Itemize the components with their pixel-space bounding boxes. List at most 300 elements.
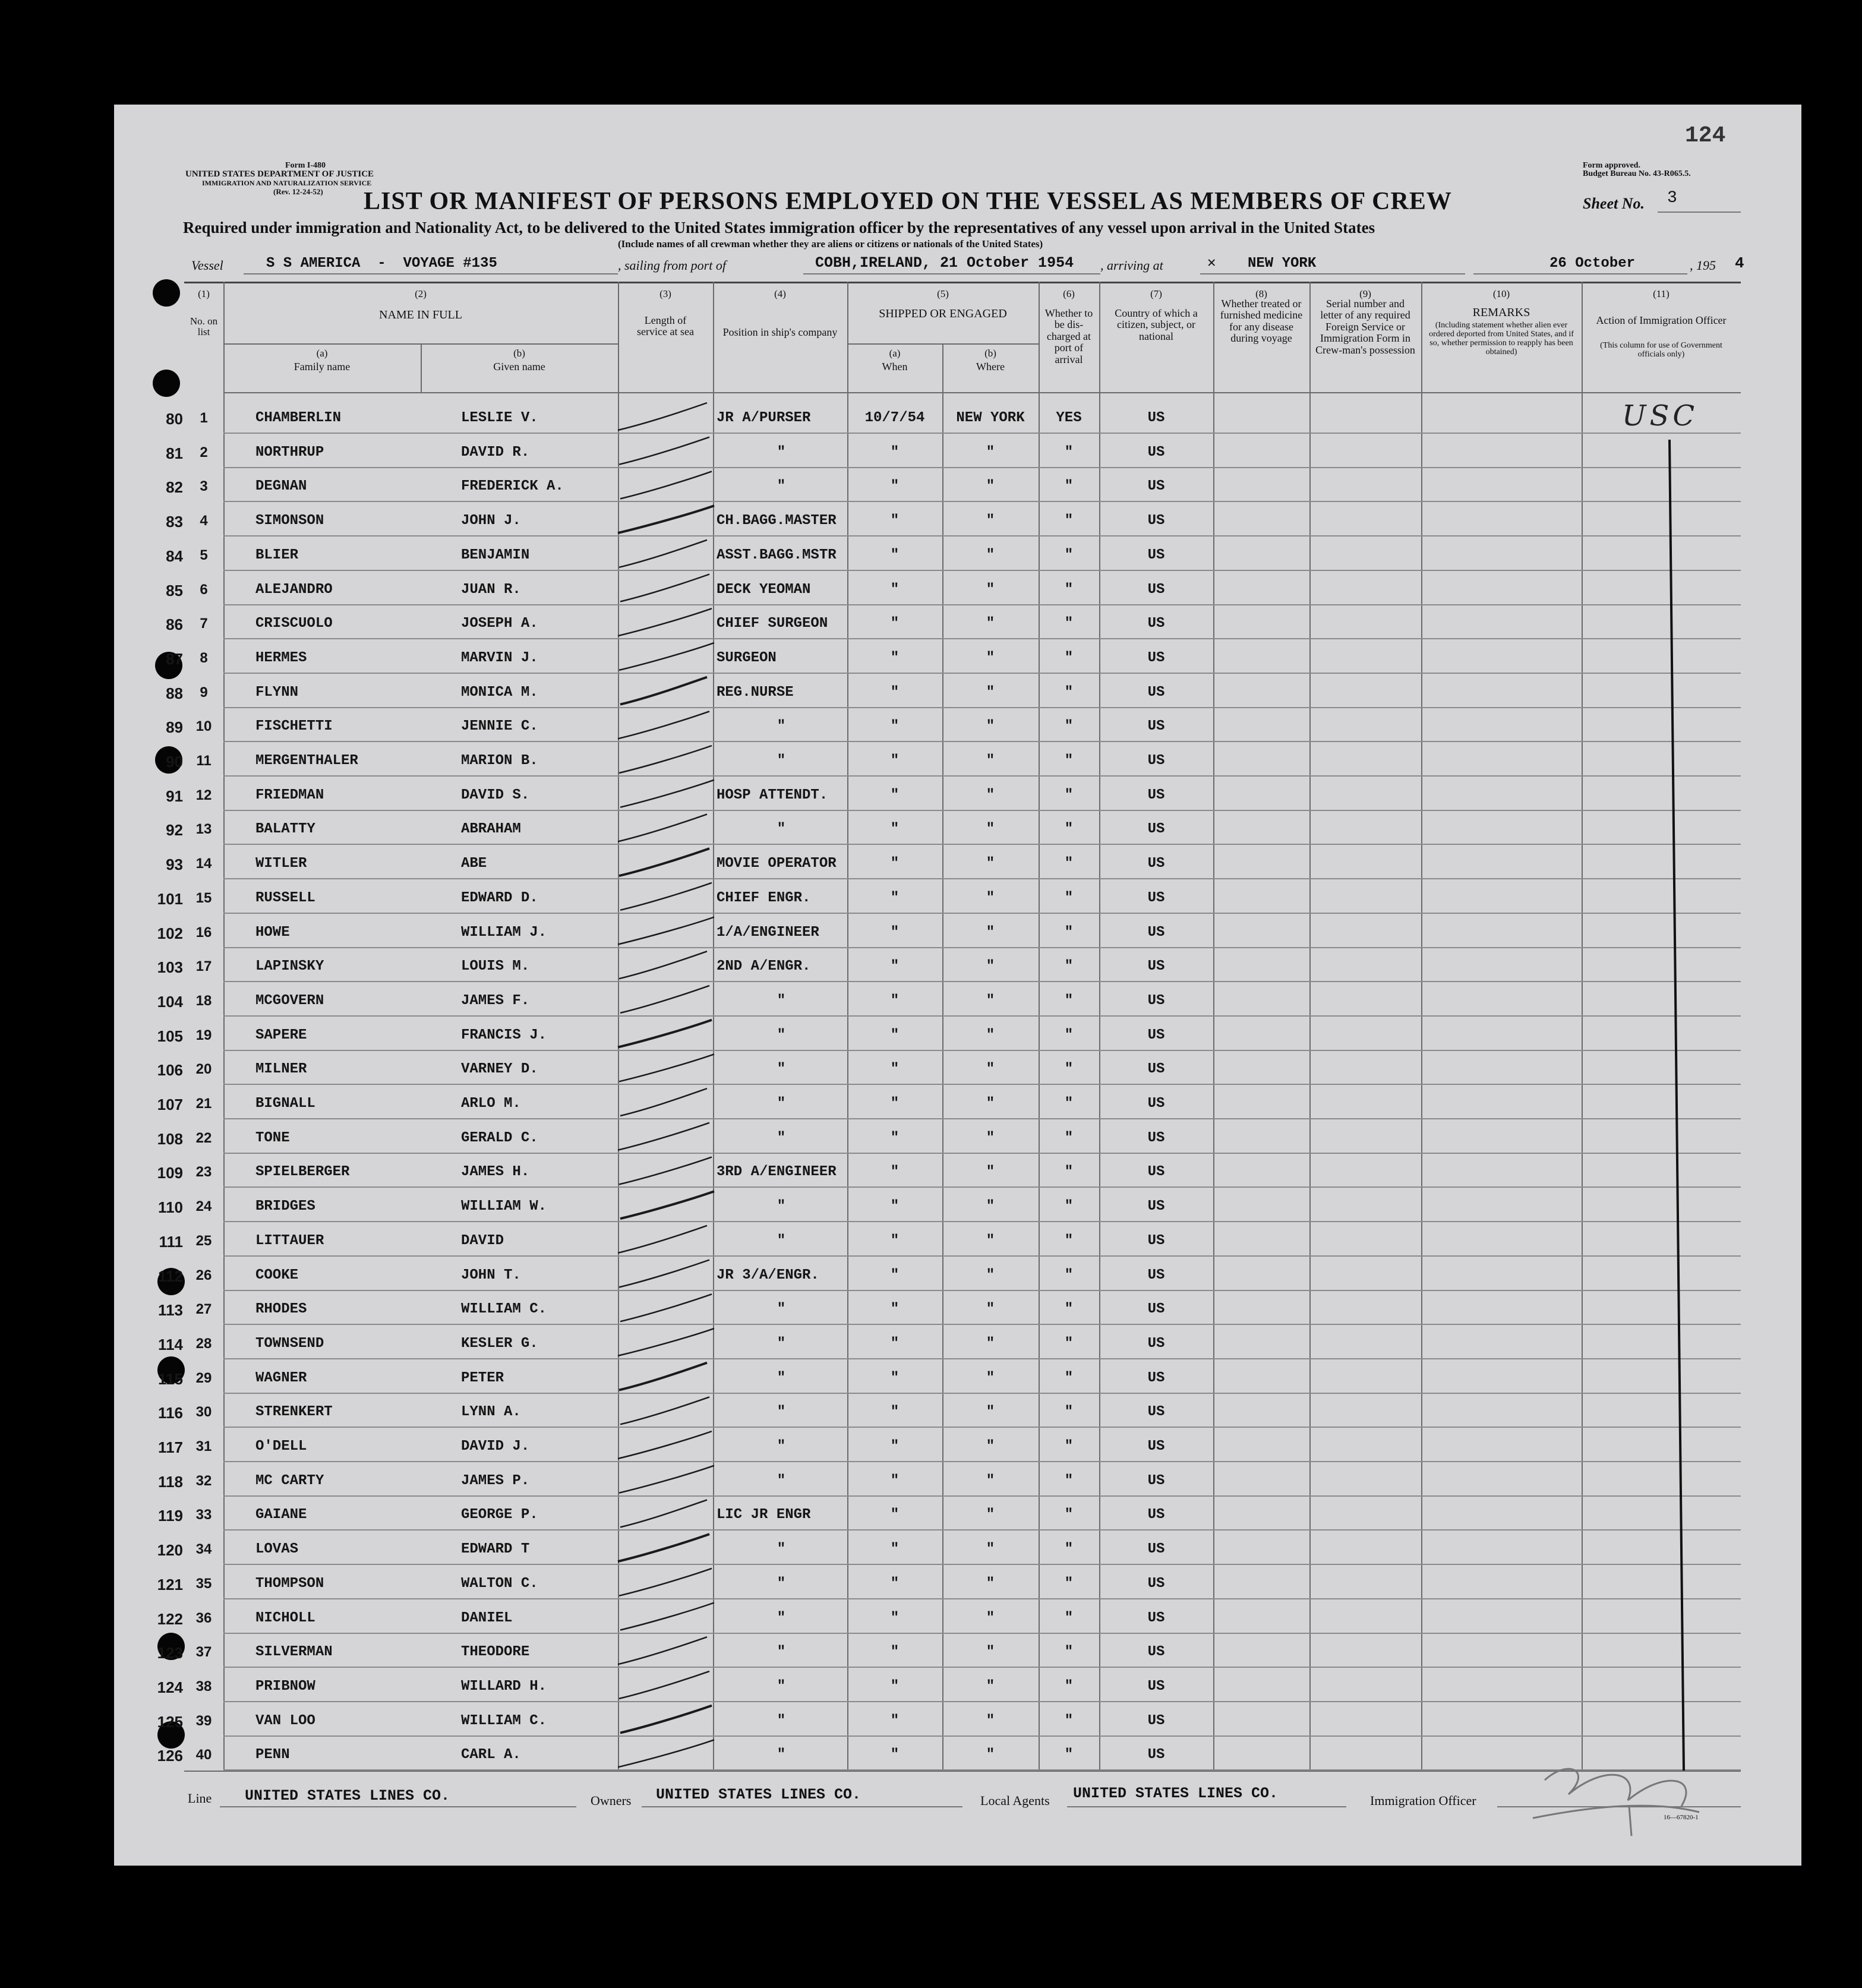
country-cell: US <box>1147 513 1165 529</box>
country-cell: US <box>1147 1164 1165 1180</box>
shipped-when-cell: " <box>890 856 900 872</box>
shipped-where-cell: " <box>986 753 995 769</box>
shipped-when-cell: " <box>890 1438 900 1454</box>
given-name-cell: FREDERICK A. <box>461 478 564 494</box>
row-tally: 110 <box>158 1198 183 1216</box>
shipped-when-cell: " <box>890 547 900 563</box>
col-3-header: Length of service at sea <box>637 314 694 338</box>
discharge-cell: " <box>1064 1096 1074 1112</box>
arriving-strikeout: ✕ <box>1207 255 1216 272</box>
country-cell: US <box>1147 993 1165 1009</box>
family-name-cell: O'DELL <box>255 1438 307 1454</box>
row-number: 11 <box>196 753 212 769</box>
position-cell: SURGEON <box>717 650 777 666</box>
row-number: 37 <box>195 1644 212 1660</box>
position-cell: " <box>777 821 786 837</box>
family-name-cell: DEGNAN <box>255 478 307 494</box>
position-cell: JR A/PURSER <box>717 410 811 426</box>
family-name-cell: BALATTY <box>255 821 315 837</box>
col-6-header: Whether to be dis-charged at port of arrival <box>1044 307 1093 365</box>
position-cell: JR 3/A/ENGR. <box>717 1267 819 1283</box>
agents-label: Local Agents <box>980 1793 1050 1808</box>
row-number: 14 <box>195 856 212 872</box>
country-cell: US <box>1147 616 1165 632</box>
discharge-cell: " <box>1064 993 1074 1009</box>
shipped-when-cell: " <box>890 1404 900 1420</box>
family-name-cell: MCGOVERN <box>255 993 324 1009</box>
row-tally: 82 <box>166 478 183 496</box>
discharge-cell: " <box>1064 1678 1074 1694</box>
shipped-where-cell: " <box>986 1610 995 1626</box>
position-cell: 2ND A/ENGR. <box>717 958 811 974</box>
row-number: 36 <box>195 1610 212 1626</box>
country-cell: US <box>1147 753 1165 769</box>
usc-annotation: USC <box>1622 399 1699 433</box>
form-id: Form I-480 <box>285 161 326 170</box>
shipped-where-cell: " <box>986 1370 995 1386</box>
shipped-where-cell: " <box>986 1164 995 1180</box>
shipped-when-cell: " <box>890 1576 900 1592</box>
family-name-cell: WAGNER <box>255 1370 307 1386</box>
shipped-where-cell: " <box>986 582 995 598</box>
family-name-cell: BLIER <box>255 547 299 563</box>
position-cell: 3RD A/ENGINEER <box>717 1164 837 1180</box>
col-3-number: (3) <box>659 288 671 299</box>
shipped-where-cell: " <box>986 1713 995 1729</box>
discharge-cell: " <box>1064 616 1074 632</box>
row-tally: 84 <box>166 547 183 565</box>
family-name-cell: CRISCUOLO <box>255 616 333 632</box>
row-number: 25 <box>195 1233 212 1249</box>
given-name-cell: VARNEY D. <box>461 1061 538 1077</box>
row-tally: 114 <box>158 1336 183 1353</box>
position-cell: " <box>777 1404 786 1420</box>
discharge-cell: " <box>1064 1370 1074 1386</box>
discharge-cell: " <box>1064 1130 1074 1146</box>
country-cell: US <box>1147 718 1165 734</box>
sheet-label: Sheet No. <box>1583 195 1645 212</box>
arriving-label: , arriving at <box>1100 258 1163 273</box>
signature-scribble <box>1533 1769 1699 1818</box>
col-11-note: (This column for use of Government officials only) <box>1600 341 1722 359</box>
discharge-cell: " <box>1064 1164 1074 1180</box>
position-cell: " <box>777 753 786 769</box>
given-name-cell: DANIEL <box>461 1610 513 1626</box>
position-cell: HOSP ATTENDT. <box>717 787 828 803</box>
given-name-cell: THEODORE <box>461 1644 530 1660</box>
position-cell: " <box>777 1678 786 1694</box>
row-number: 5 <box>200 547 208 563</box>
shipped-when-cell: " <box>890 1610 900 1626</box>
discharge-cell: " <box>1064 684 1074 700</box>
shipped-where-cell: " <box>986 890 995 906</box>
family-name-cell: STRENKERT <box>255 1404 333 1420</box>
country-cell: US <box>1147 1233 1165 1249</box>
shipped-when-cell: " <box>890 1473 900 1489</box>
country-cell: US <box>1147 1438 1165 1454</box>
row-tally: 106 <box>157 1061 183 1079</box>
position-cell: " <box>777 1713 786 1729</box>
row-tally: 111 <box>159 1233 183 1251</box>
discharge-cell: " <box>1064 787 1074 803</box>
row-number: 27 <box>195 1301 212 1317</box>
country-cell: US <box>1147 1267 1165 1283</box>
vessel-label: Vessel <box>191 258 223 273</box>
given-name-cell: MONICA M. <box>461 684 538 700</box>
country-cell: US <box>1147 1747 1165 1763</box>
row-number: 3 <box>200 478 208 494</box>
country-cell: US <box>1147 547 1165 563</box>
shipped-when-cell: " <box>890 513 900 529</box>
country-cell: US <box>1147 650 1165 666</box>
position-cell: " <box>777 1370 786 1386</box>
shipped-when-cell: " <box>890 444 900 460</box>
country-cell: US <box>1147 1404 1165 1420</box>
row-tally: 103 <box>157 958 183 976</box>
row-tally: 90 <box>166 753 183 771</box>
position-cell: " <box>777 1233 786 1249</box>
shipped-where-cell: " <box>986 1644 995 1660</box>
country-cell: US <box>1147 890 1165 906</box>
year-prefix: , 195 <box>1690 258 1716 273</box>
given-name-cell: EDWARD D. <box>461 890 538 906</box>
shipped-where-cell: " <box>986 1198 995 1214</box>
country-cell: US <box>1147 1678 1165 1694</box>
shipped-when-cell: " <box>890 1164 900 1180</box>
country-cell: US <box>1147 1198 1165 1214</box>
country-cell: US <box>1147 856 1165 872</box>
shipped-when-cell: " <box>890 1644 900 1660</box>
shipped-where-cell: " <box>986 1473 995 1489</box>
position-cell: " <box>777 478 786 494</box>
shipped-when-cell: " <box>890 1541 900 1557</box>
discharge-cell: " <box>1064 582 1074 598</box>
given-name-cell: DAVID J. <box>461 1438 530 1454</box>
country-cell: US <box>1147 1027 1165 1043</box>
shipped-where-cell: " <box>986 821 995 837</box>
family-name-cell: SAPERE <box>255 1027 307 1043</box>
row-tally: 104 <box>157 993 183 1011</box>
given-name-cell: LESLIE V. <box>461 410 538 426</box>
family-name-cell: COOKE <box>255 1267 299 1283</box>
row-tally: 113 <box>158 1301 183 1319</box>
vessel-value: S S AMERICA - VOYAGE #135 <box>266 255 497 272</box>
shipped-where-cell: " <box>986 958 995 974</box>
shipped-where-cell: " <box>986 1507 995 1523</box>
shipped-where-cell: " <box>986 856 995 872</box>
position-cell: DECK YEOMAN <box>717 582 811 598</box>
row-number: 12 <box>195 787 212 803</box>
position-cell: " <box>777 1644 786 1660</box>
given-name-cell: WALTON C. <box>461 1576 538 1592</box>
country-cell: US <box>1147 1096 1165 1112</box>
row-number: 23 <box>195 1164 212 1180</box>
agents-value: UNITED STATES LINES CO. <box>1073 1785 1279 1802</box>
col-2-number: (2) <box>415 288 427 299</box>
discharge-cell: " <box>1064 1027 1074 1043</box>
owners-value: UNITED STATES LINES CO. <box>656 1786 861 1803</box>
row-tally: 81 <box>166 444 183 462</box>
country-cell: US <box>1147 1644 1165 1660</box>
row-number: 1 <box>200 410 208 426</box>
family-name-cell: PENN <box>255 1747 290 1763</box>
col-10-note: (Including statement whether alien ever ordered deported from United States, and if so, whether permission to reapply has been obtained) <box>1429 321 1574 357</box>
row-tally: 92 <box>166 821 183 839</box>
family-name-cell: LAPINSKY <box>255 958 324 974</box>
row-number: 24 <box>195 1198 212 1214</box>
shipped-when-cell: " <box>890 1713 900 1729</box>
shipped-when-cell: " <box>890 890 900 906</box>
col-5-number: (5) <box>937 288 949 299</box>
position-cell: " <box>777 1541 786 1557</box>
given-name-cell: JOHN J. <box>461 513 521 529</box>
col-5-header: SHIPPED OR ENGAGED <box>879 307 1007 320</box>
country-cell: US <box>1147 821 1165 837</box>
position-cell: " <box>777 1610 786 1626</box>
country-cell: US <box>1147 582 1165 598</box>
col-11-number: (11) <box>1653 288 1670 299</box>
row-number: 4 <box>200 513 208 529</box>
discharge-cell: " <box>1064 1747 1074 1763</box>
position-cell: " <box>777 1438 786 1454</box>
position-cell: CH.BAGG.MASTER <box>717 513 837 529</box>
shipped-where-cell: " <box>986 1541 995 1557</box>
family-name-cell: FLYNN <box>255 684 299 700</box>
sailing-label: , sailing from port of <box>618 258 726 273</box>
shipped-where-cell: " <box>986 1096 995 1112</box>
country-cell: US <box>1147 1507 1165 1523</box>
family-name-cell: PRIBNOW <box>255 1678 315 1694</box>
position-cell: " <box>777 1576 786 1592</box>
row-number: 2 <box>200 444 208 460</box>
shipped-where-cell: " <box>986 787 995 803</box>
row-tally: 88 <box>166 684 183 702</box>
row-tally: 115 <box>158 1370 183 1388</box>
shipped-when-cell: " <box>890 684 900 700</box>
position-cell: " <box>777 1336 786 1352</box>
discharge-cell: " <box>1064 1576 1074 1592</box>
col-1-header: No. on list <box>190 315 218 338</box>
given-name-cell: EDWARD T <box>461 1541 530 1557</box>
row-tally: 86 <box>166 616 183 633</box>
shipped-where-cell: " <box>986 1301 995 1317</box>
given-name-cell: WILLIAM C. <box>461 1301 547 1317</box>
shipped-when-cell: " <box>890 1130 900 1146</box>
row-tally: 120 <box>157 1541 183 1559</box>
signature-tick <box>1629 1806 1631 1836</box>
given-name-cell: WILLARD H. <box>461 1678 547 1694</box>
discharge-cell: " <box>1064 753 1074 769</box>
col-2a-header: Family name <box>293 361 351 373</box>
given-name-cell: MARION B. <box>461 753 538 769</box>
form-department: UNITED STATES DEPARTMENT OF JUSTICE <box>185 169 374 179</box>
country-cell: US <box>1147 1370 1165 1386</box>
row-number: 19 <box>195 1027 212 1043</box>
family-name-cell: RUSSELL <box>255 890 315 906</box>
given-name-cell: JOSEPH A. <box>461 616 538 632</box>
officer-label: Immigration Officer <box>1370 1793 1476 1808</box>
given-name-cell: JAMES F. <box>461 993 530 1009</box>
shipped-when-cell: " <box>890 478 900 494</box>
discharge-cell: " <box>1064 1507 1074 1523</box>
col-4-header: Position in ship's company <box>722 326 838 338</box>
shipped-when-cell: " <box>890 616 900 632</box>
given-name-cell: CARL A. <box>461 1747 521 1763</box>
shipped-where-cell: " <box>986 1061 995 1077</box>
family-name-cell: SILVERMAN <box>255 1644 333 1660</box>
row-number: 38 <box>195 1678 212 1694</box>
family-name-cell: TOWNSEND <box>255 1336 324 1352</box>
col-5a-header: When <box>882 361 908 373</box>
discharge-cell: " <box>1064 547 1074 563</box>
given-name-cell: BENJAMIN <box>461 547 530 563</box>
row-tally: 126 <box>157 1747 183 1765</box>
shipped-when-cell: " <box>890 1027 900 1043</box>
row-tally: 93 <box>166 856 183 873</box>
discharge-cell: " <box>1064 650 1074 666</box>
discharge-cell: " <box>1064 821 1074 837</box>
family-name-cell: GAIANE <box>255 1507 307 1523</box>
family-name-cell: MILNER <box>255 1061 307 1077</box>
discharge-cell: " <box>1064 1473 1074 1489</box>
family-name-cell: BIGNALL <box>255 1096 315 1112</box>
row-tally: 83 <box>166 513 183 531</box>
given-name-cell: GERALD C. <box>461 1130 538 1146</box>
row-number: 30 <box>195 1404 212 1420</box>
family-name-cell: ALEJANDRO <box>255 582 333 598</box>
row-tally: 109 <box>157 1164 183 1182</box>
shipped-when-cell: " <box>890 650 900 666</box>
row-number: 31 <box>195 1438 212 1454</box>
discharge-cell: " <box>1064 1061 1074 1077</box>
col-8-number: (8) <box>1255 288 1267 299</box>
shipped-when-cell: " <box>890 1747 900 1763</box>
arrival-date: 26 October <box>1549 255 1636 272</box>
row-tally: 117 <box>158 1438 183 1456</box>
row-tally: 119 <box>158 1507 183 1525</box>
row-number: 18 <box>195 993 212 1009</box>
discharge-cell: " <box>1064 1610 1074 1626</box>
position-cell: " <box>777 1198 786 1214</box>
row-number: 33 <box>195 1507 212 1523</box>
position-cell: " <box>777 1473 786 1489</box>
row-tally: 107 <box>157 1096 183 1113</box>
shipped-where-cell: " <box>986 1233 995 1249</box>
shipped-where-cell: " <box>986 650 995 666</box>
col-5b-number: (b) <box>984 348 996 359</box>
discharge-cell: " <box>1064 1438 1074 1454</box>
position-cell: 1/A/ENGINEER <box>717 924 819 941</box>
position-cell: " <box>777 1747 786 1763</box>
family-name-cell: CHAMBERLIN <box>255 410 342 426</box>
family-name-cell: TONE <box>255 1130 290 1146</box>
row-number: 9 <box>200 684 208 700</box>
col-2a-number: (a) <box>316 348 328 359</box>
shipped-where-cell: " <box>986 924 995 941</box>
discharge-cell: " <box>1064 444 1074 460</box>
row-number: 40 <box>195 1747 212 1763</box>
officer-vertical-line <box>1670 440 1684 1771</box>
budget-number: Budget Bureau No. 43-R065.5. <box>1583 169 1691 178</box>
country-cell: US <box>1147 1130 1165 1146</box>
country-cell: US <box>1147 1336 1165 1352</box>
col-8-header: Whether treated or furnished medicine for any disease during voyage <box>1220 298 1303 345</box>
line-label: Line <box>188 1791 212 1806</box>
family-name-cell: NORTHRUP <box>255 444 324 460</box>
row-number: 34 <box>195 1541 212 1557</box>
shipped-when-cell: " <box>890 993 900 1009</box>
discharge-cell: " <box>1064 890 1074 906</box>
country-cell: US <box>1147 958 1165 974</box>
given-name-cell: MARVIN J. <box>461 650 538 666</box>
given-name-cell: DAVID <box>461 1233 504 1249</box>
country-cell: US <box>1147 1061 1165 1077</box>
shipped-where-cell: " <box>986 1404 995 1420</box>
shipped-when-cell: " <box>890 787 900 803</box>
include-note: (Include names of all crewman whether they are aliens or citizens or nationals of the United States) <box>618 238 1043 250</box>
shipped-where-cell: " <box>986 1438 995 1454</box>
country-cell: US <box>1147 924 1165 941</box>
given-name-cell: JENNIE C. <box>461 718 538 734</box>
position-cell: " <box>777 718 786 734</box>
col-7-number: (7) <box>1150 288 1162 299</box>
row-tally: 124 <box>157 1678 183 1696</box>
country-cell: US <box>1147 684 1165 700</box>
position-cell: LIC JR ENGR <box>717 1507 811 1523</box>
family-name-cell: NICHOLL <box>255 1610 315 1626</box>
discharge-cell: " <box>1064 958 1074 974</box>
col-10-header: REMARKS <box>1472 306 1530 319</box>
position-cell: " <box>777 993 786 1009</box>
shipped-where-cell: " <box>986 513 995 529</box>
page-title: LIST OR MANIFEST OF PERSONS EMPLOYED ON THE VESSEL AS MEMBERS OF CREW <box>364 188 1452 215</box>
family-name-cell: LITTAUER <box>255 1233 324 1249</box>
row-number: 17 <box>195 958 212 974</box>
row-tally: 80 <box>166 410 183 428</box>
page-number: 124 <box>1685 123 1726 149</box>
family-name-cell: SPIELBERGER <box>255 1164 350 1180</box>
shipped-where-cell: " <box>986 1336 995 1352</box>
position-cell: " <box>777 444 786 460</box>
country-cell: US <box>1147 410 1165 426</box>
row-tally: 91 <box>166 787 183 805</box>
given-name-cell: LYNN A. <box>461 1404 521 1420</box>
country-cell: US <box>1147 1473 1165 1489</box>
arriving-value: NEW YORK <box>1248 255 1317 272</box>
row-tally: 101 <box>157 890 183 908</box>
row-tally: 125 <box>157 1713 183 1731</box>
col-7-header: Country of which a citizen, subject, or national <box>1115 307 1198 342</box>
given-name-cell: DAVID S. <box>461 787 530 803</box>
row-tally: 108 <box>157 1130 183 1148</box>
position-cell: " <box>777 1096 786 1112</box>
form-revision: (Rev. 12-24-52) <box>273 187 323 196</box>
family-name-cell: FRIEDMAN <box>255 787 324 803</box>
country-cell: US <box>1147 1576 1165 1592</box>
row-number: 16 <box>195 924 212 941</box>
discharge-cell: " <box>1064 1267 1074 1283</box>
col-5b-header: Where <box>976 361 1005 373</box>
shipped-when-cell: " <box>890 718 900 734</box>
form-service: IMMIGRATION AND NATURALIZATION SERVICE <box>202 179 372 187</box>
shipped-when-cell: 10/7/54 <box>864 410 925 426</box>
col-2b-number: (b) <box>513 348 525 359</box>
country-cell: US <box>1147 444 1165 460</box>
given-name-cell: LOUIS M. <box>461 958 530 974</box>
position-cell: ASST.BAGG.MSTR <box>717 547 837 563</box>
sailing-value: COBH,IRELAND, 21 October 1954 <box>815 254 1074 272</box>
country-cell: US <box>1147 1713 1165 1729</box>
